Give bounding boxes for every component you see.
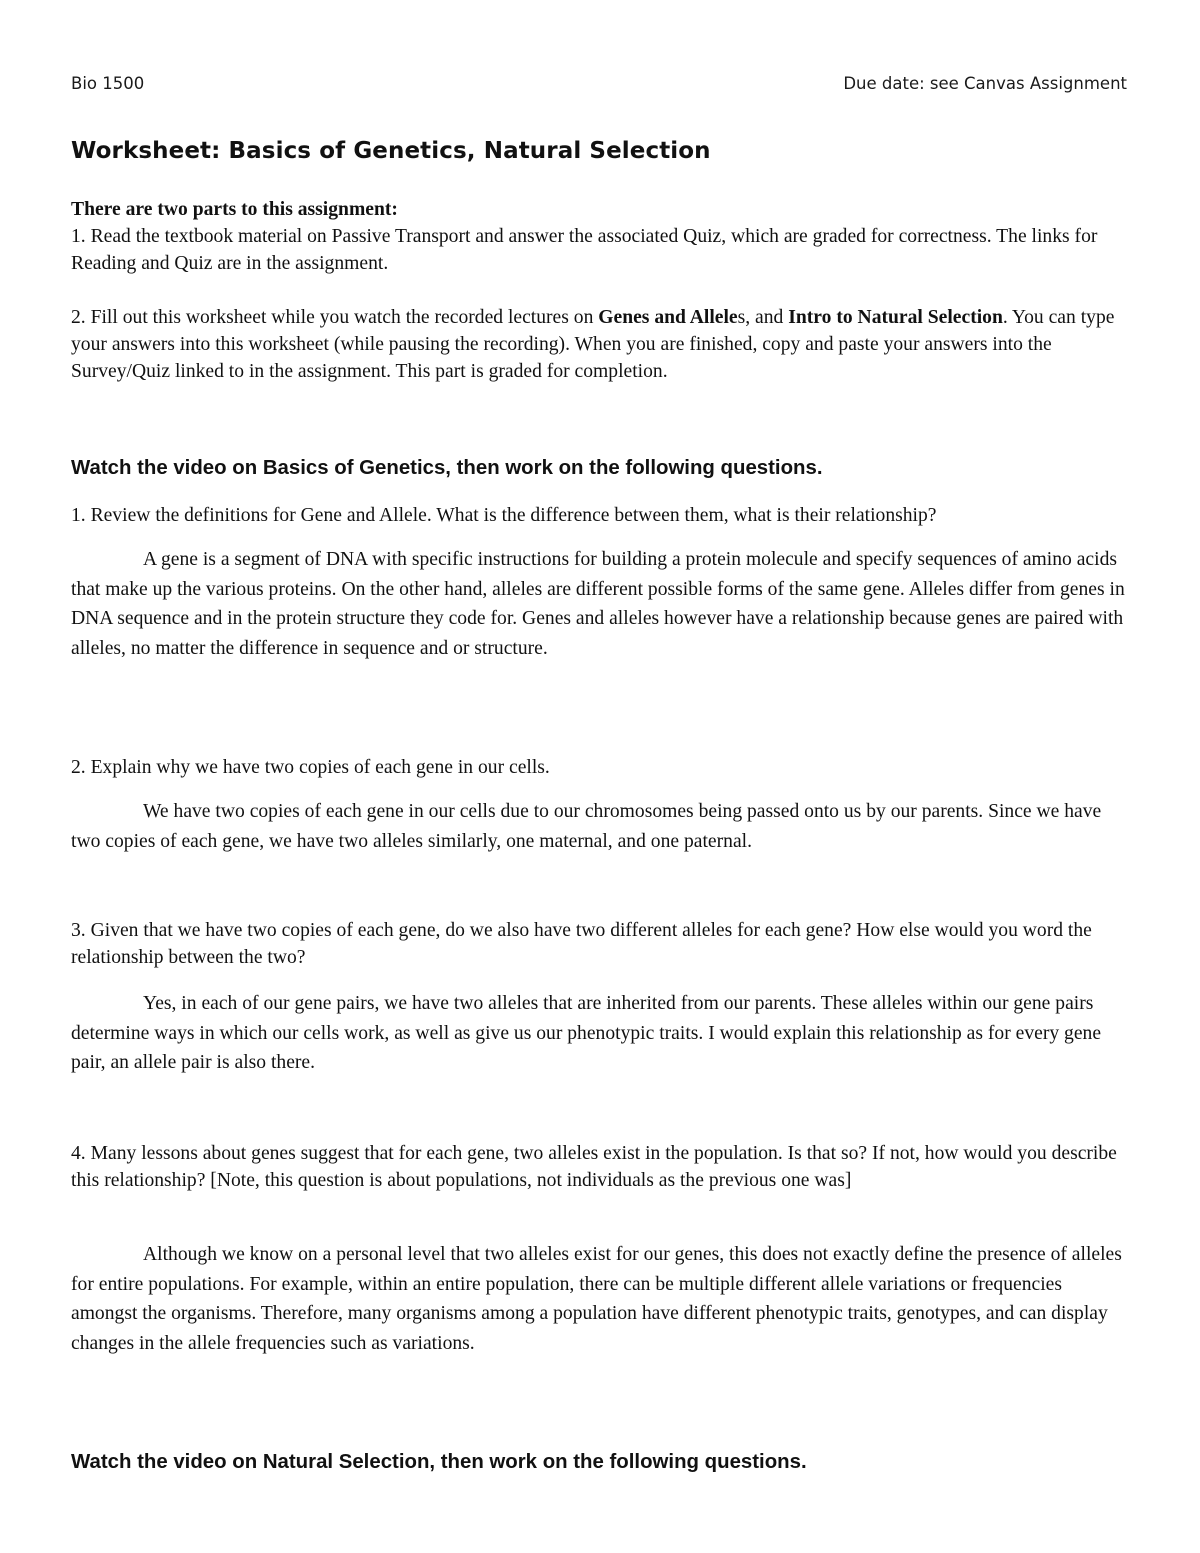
lecture-natural-selection: Intro to Natural Selection: [788, 307, 1003, 328]
answer-4: Although we know on a personal level that two alleles exist for our genes, this does not exactly define the presence of alleles for entire populations. For example, within an entire population, there can be multiple different allele variations or frequencies amongst the organisms. Therefore, many organisms among a population have different phenotypic traits, genotypes, and can display changes in the allele frequencies such as variations.: [71, 1244, 1122, 1354]
intro-part-2: [71, 304, 1131, 385]
intro-lead: There are two parts to this assignment:: [71, 199, 398, 220]
intro-part-2-text-c: s, and: [737, 307, 789, 328]
answer-3: Yes, in each of our gene pairs, we have two alleles that are inherited from our parents. These alleles within our gene pairs determine ways in which our cells work, as well as give us our phenotypic traits. I would explain this relationship as for every gene pair, an allele pair is also there.: [71, 993, 1102, 1073]
page-title: Worksheet: Basics of Genetics, Natural Selection: [71, 138, 711, 164]
question-1: 1. Review the definitions for Gene and Allele. What is the difference between them, what is their relationship?: [71, 505, 937, 526]
intro-part-2-text-e: . You can type your answers into this worksheet (while pausing the recording). When you are finished, copy and paste your answers into the Survey/Quiz linked to in the assignment. This part is graded for completion.: [71, 307, 1115, 382]
course-code: Bio 1500: [71, 74, 145, 93]
intro-part-1: 1. Read the textbook material on Passive Transport and answer the associated Quiz, which are graded for correctness. The links for Reading and Quiz are in the assignment.: [71, 226, 1098, 274]
lecture-genes-alleles: Genes and Allele: [598, 307, 738, 328]
question-2: 2. Explain why we have two copies of each gene in our cells.: [71, 757, 550, 778]
question-4: 4. Many lessons about genes suggest that for each gene, two alleles exist in the population. Is that so? If not, how would you describe this relationship? [Note, this question is about populations, not individuals as the previous one was]: [71, 1143, 1117, 1191]
due-date: Due date: see Canvas Assignment: [843, 74, 1127, 93]
answer-1: A gene is a segment of DNA with specific instructions for building a protein molecule and specify sequences of amino acids that make up the various proteins. On the other hand, alleles are different possible forms of the same gene. Alleles differ from genes in DNA sequence and in the protein structure they code for. Genes and alleles however have a relationship because genes are paired with alleles, no matter the difference in sequence and or structure.: [71, 549, 1125, 659]
answer-2: We have two copies of each gene in our cells due to our chromosomes being passed onto us by our parents. Since we have two copies of each gene, we have two alleles similarly, one maternal, and one paternal.: [71, 801, 1102, 852]
intro-part-2-text-a: 2. Fill out this worksheet while you watch the recorded lectures on: [71, 307, 599, 328]
section-natural-selection-heading: Watch the video on Natural Selection, then work on the following questions.: [71, 1451, 807, 1473]
question-3: 3. Given that we have two copies of each gene, do we also have two different alleles for each gene? How else would you word the relationship between the two?: [71, 920, 1092, 968]
section-genetics-heading: Watch the video on Basics of Genetics, then work on the following questions.: [71, 457, 823, 479]
